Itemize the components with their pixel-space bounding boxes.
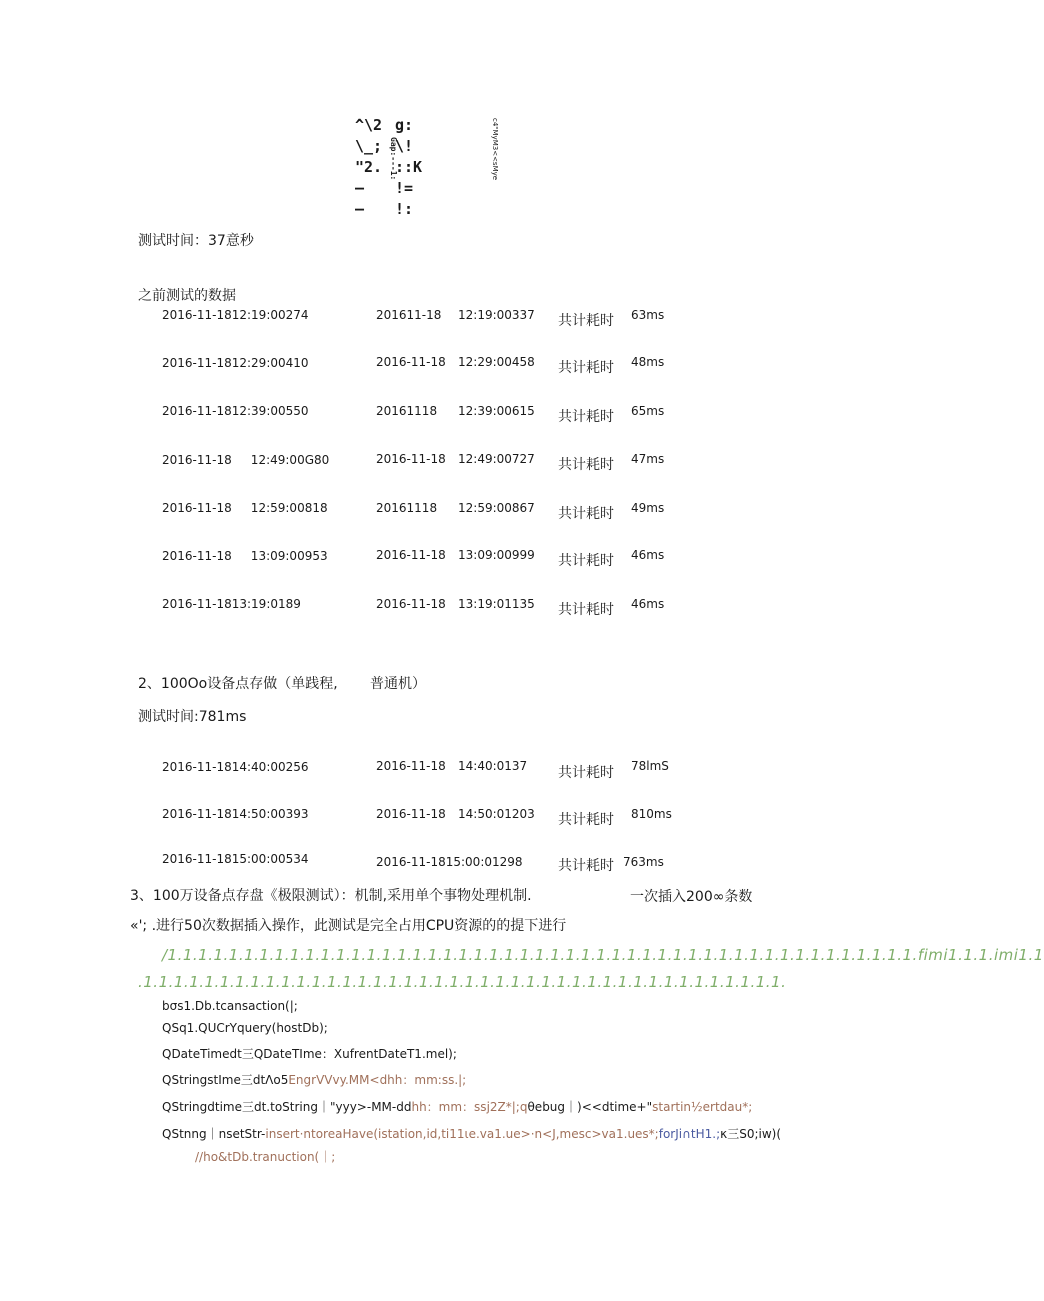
- code-line: bσs1.Db.tcansaction(|;: [162, 999, 298, 1013]
- test-time-1: 测试时间：37意秒: [138, 233, 254, 249]
- section-2-title-b: 普通机）: [370, 676, 426, 692]
- garbled-header: [355, 115, 425, 220]
- section-2-title: 2、100Oo设备点存做（单践程,: [138, 676, 338, 692]
- garble-small-vertical: Gap:---1:: [389, 137, 398, 181]
- code-line: QStringdtime三dt.toString｜"yyy>-MM-ddhh：mm：ssj2Z*|;qθebug｜)<<dtime+"startin½ertdau*;: [162, 1100, 753, 1114]
- garble-col-1: ^\2 \_; "2. — —: [355, 116, 383, 218]
- dotted-line-2: .1.1.1.1.1.1.1.1.1.1.1.1.1.1.1.1.1.1.1.1.1.1.1.1.1.1.1.1.1.1.1.1.1.1.1.1.1.1.1.1.1.1.: [138, 973, 787, 991]
- code-line: QDateTimedt三QDateTIme：XufrentDateT1.mel);: [162, 1047, 457, 1061]
- section-3-line-1-right: 一次插入200∞条数: [630, 889, 753, 905]
- code-line: QSq1.QUCrYquery(hostDb);: [162, 1021, 328, 1035]
- code-line: QStringstIme三dtΛo5EngrVVvy.MM<dhh：mm:ss.|;: [162, 1073, 467, 1087]
- garble-col-2: g: \! ::K != !:: [395, 116, 423, 218]
- section-3-line-1: 3、100万设备点存盘《极限测试）：机制,采用单个事物处理机制.: [130, 888, 532, 904]
- previous-data-title: 之前测试的数据: [138, 288, 236, 304]
- dotted-line-1: /1.1.1.1.1.1.1.1.1.1.1.1.1.1.1.1.1.1.1.1.1.1.1.1.1.1.1.1.1.1.1.1.1.1.1.1.1.1.1.1.1.1.1.1.1.1.1.1.1.fimi1.1.1.imi1.1: [162, 946, 1044, 964]
- code-line: QStnng｜nsetStr-insert·ntoreaHave(istation,id,ti11ιe.va1.ue>·n<J,mesc>va1.ues*;forJi∩tH1.;κ三S0;iw)(: [162, 1127, 782, 1141]
- code-line: //ho&tDb.tranuction(｜;: [195, 1150, 336, 1164]
- test-time-2: 测试时间:781ms: [138, 709, 247, 725]
- section-3-line-2: «'; .进行50次数据插入操作，此测试是完全占用CPU资源的的提下进行: [130, 918, 567, 934]
- garble-right-vertical: c4"MyM3<<sMye: [491, 118, 499, 181]
